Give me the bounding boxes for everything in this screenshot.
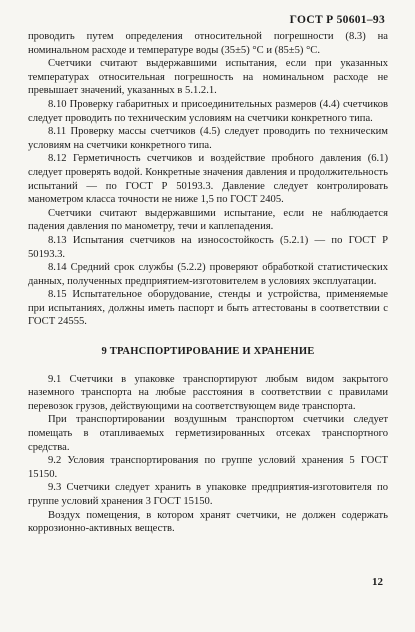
paragraph: 8.13 Испытания счетчиков на износостойкость (5.2.1) — по ГОСТ Р 50193.3. bbox=[28, 234, 388, 260]
paragraph: 8.10 Проверку габаритных и присоединительных размеров (4.4) счетчиков следует проводить по техническим условиям на счетчики конкретного типа. bbox=[28, 98, 388, 124]
section-heading: 9 ТРАНСПОРТИРОВАНИЕ И ХРАНЕНИЕ bbox=[101, 346, 315, 358]
paragraph: 9.2 Условия транспортирования по группе условий хранения 5 ГОСТ 15150. bbox=[28, 455, 388, 480]
paragraph: 9.3 Счетчики следует хранить в упаковке предприятия-изготовителя по группе условий хранения 3 ГОСТ 15150. bbox=[28, 482, 388, 507]
paragraph: 8.12 Герметичность счетчиков и воздействие пробного давления (6.1) следует проверять водой. Конкретные значения давления и продолжительность испытаний — по ГОСТ Р 50193.3. Давление следует контролировать манометром класса точности не ниже 1,5 по ГОСТ 2405. bbox=[28, 153, 388, 206]
paragraph: Воздух помещения, в котором хранят счетчики, не должен содержать коррозионно-активных веществ. bbox=[28, 509, 388, 535]
paragraph: 8.14 Средний срок службы (5.2.2) проверяют обработкой статистических данных, полученных предприятием-изготовителем в условиях эксплуатации. bbox=[28, 262, 388, 287]
section-9-text bbox=[28, 373, 388, 536]
document-body bbox=[28, 30, 388, 536]
standard-header: ГОСТ Р 50601–93 bbox=[289, 14, 385, 26]
page-number: 12 bbox=[372, 576, 383, 588]
paragraph: При транспортировании воздушным транспортом счетчики следует помещать в отапливаемых герметизированных отсеках транспортного средства. bbox=[28, 414, 388, 453]
paragraph: 8.11 Проверку массы счетчиков (4.5) следует проводить по техническим условиям на счетчики конкретного типа. bbox=[28, 126, 388, 151]
paragraph: проводить путем определения относительной погрешности (8.3) на номинальном расходе и температуре воды (35±5) °С и (85±5) °С. bbox=[28, 31, 388, 56]
paragraph: 8.15 Испытательное оборудование, стенды и устройства, применяемые при испытаниях, должны иметь паспорт и быть аттестованы в соответствии с ГОСТ 24555. bbox=[28, 289, 388, 328]
paragraph: Счетчики считают выдержавшими испытание, если не наблюдается падения давления по манометру, течи и каплепадения. bbox=[28, 207, 388, 233]
paragraph: Счетчики считают выдержавшими испытания, если при указанных температурах относительная погрешность на номинальном расходе не превышает значений, указанных в 5.1.2.1. bbox=[28, 58, 388, 97]
section-8-text bbox=[28, 30, 388, 329]
paragraph: 9.1 Счетчики в упаковке транспортируют любым видом закрытого наземного транспорта на любые расстояния в соответствии с правилами перевозок грузов, действующими на соответствующем виде транспорта. bbox=[28, 373, 388, 412]
